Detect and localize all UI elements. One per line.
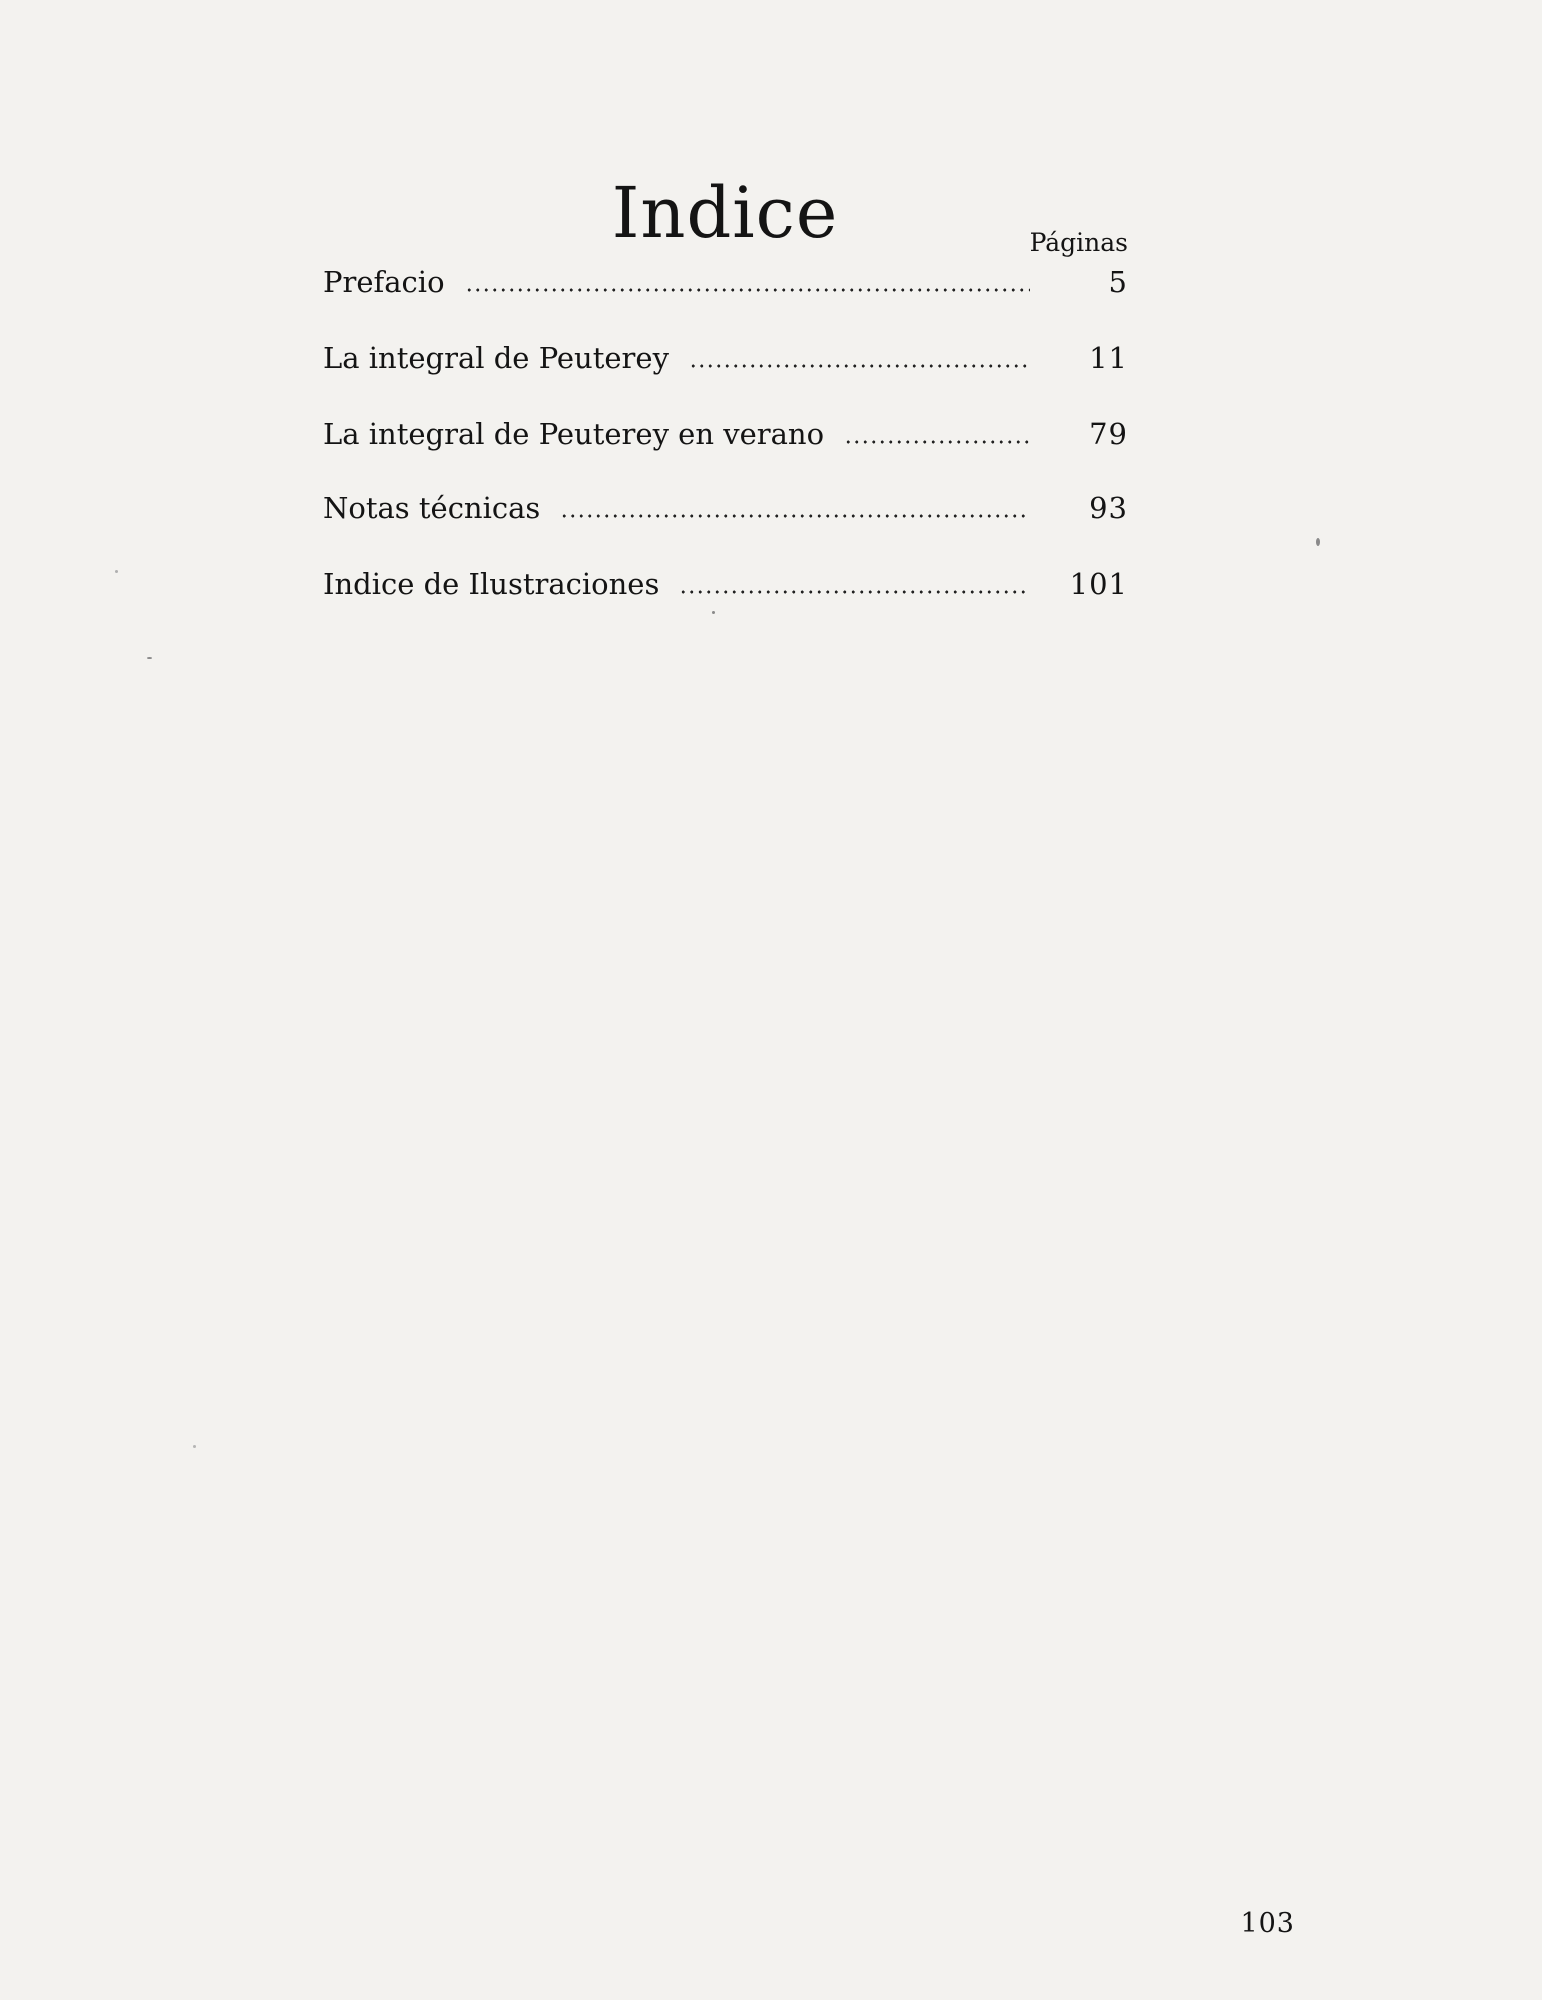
toc-entry-page: 93	[1089, 491, 1128, 525]
toc-entry-la-integral-en-verano[interactable]	[323, 414, 1128, 454]
toc-entry-page: 79	[1089, 417, 1128, 451]
toc-entry-page: 5	[1108, 265, 1128, 299]
scan-speck	[193, 1445, 196, 1448]
pages-column-header: Páginas	[1029, 228, 1128, 257]
dot-leader	[465, 288, 1030, 292]
toc-entry-label: La integral de Peuterey	[323, 341, 669, 375]
toc-entry-indice-de-ilustraciones[interactable]	[323, 564, 1128, 604]
dot-leader	[679, 590, 1030, 594]
toc-entry-label: Indice de Ilustraciones	[323, 567, 660, 601]
toc-entry-label: La integral de Peuterey en verano	[323, 417, 825, 451]
page-title: Indice	[611, 171, 839, 254]
page-number: 103	[1240, 1908, 1295, 1939]
scan-speck	[115, 570, 118, 573]
toc-entry-page: 101	[1069, 567, 1128, 601]
scan-speck	[1316, 538, 1320, 546]
scan-speck	[147, 657, 152, 659]
dot-leader	[844, 440, 1030, 444]
toc-entry-notas-tecnicas[interactable]	[323, 488, 1128, 528]
dot-leader	[689, 364, 1030, 368]
scan-speck	[712, 611, 715, 614]
toc-entry-page: 11	[1089, 341, 1128, 375]
toc-entry-label: Prefacio	[323, 265, 445, 299]
dot-leader	[560, 514, 1030, 518]
toc-entry-label: Notas técnicas	[323, 491, 541, 525]
toc-entry-la-integral-de-peuterey[interactable]	[323, 338, 1128, 378]
toc-entry-prefacio[interactable]	[323, 262, 1128, 302]
